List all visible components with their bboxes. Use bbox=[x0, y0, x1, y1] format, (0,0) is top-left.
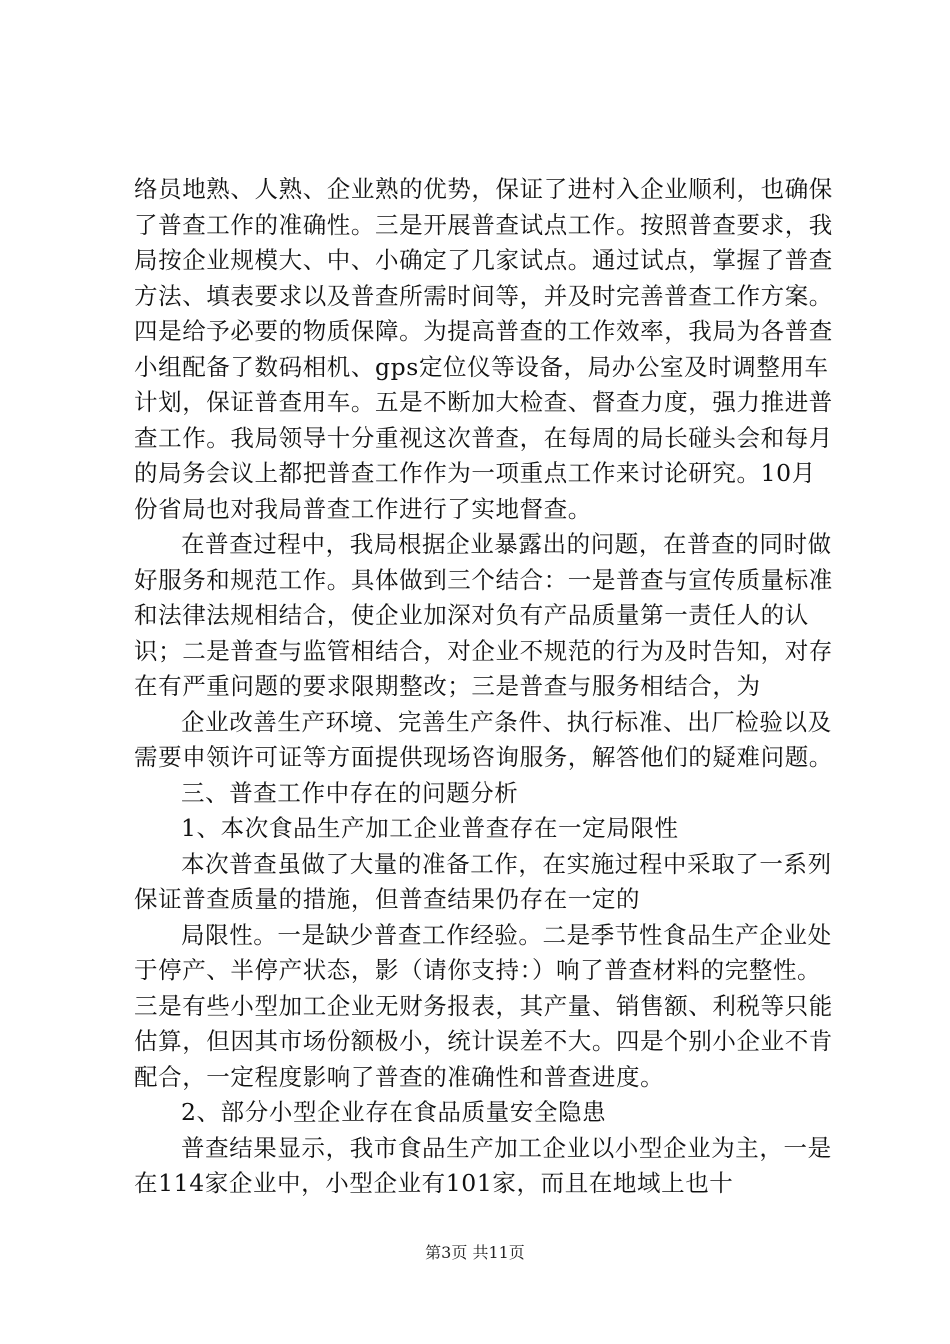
document-body bbox=[134, 172, 834, 1202]
paragraph-6: 本次普查虽做了大量的准备工作，在实施过程中采取了一系列保证普查质量的措施，但普查结果仍存在一定的 bbox=[134, 849, 832, 913]
paragraph-1: 络员地熟、人熟、企业熟的优势，保证了进村入企业顺利，也确保了普查工作的准确性。三是开展普查试点工作。按照普查要求，我局按企业规模大、中、小确定了几家试点。通过试点，掌握了普查方法、填表要求以及普查所需时间等，并及时完善普查工作方案。四是给予必要的物质保障。为提高普查的工作效率，我局为各普查小组配备了数码相机、gps定位仪等设备，局办公室及时调整用车计划，保证普查用车。五是不断加大检查、督查力度，强力推进普查工作。我局领导十分重视这次普查，在每周的局长碰头会和每月的局务会议上都把普查工作作为一项重点工作来讨论研究。10月份省局也对我局普查工作进行了实地督查。 bbox=[134, 175, 833, 523]
paragraph-9: 普查结果显示，我市食品生产加工企业以小型企业为主，一是在114家企业中，小型企业有101家，而且在地域上也十 bbox=[134, 1133, 832, 1197]
subheading-2: 2、部分小型企业存在食品质量安全隐患 bbox=[181, 1098, 607, 1126]
subheading-1: 1、本次食品生产加工企业普查存在一定局限性 bbox=[181, 814, 679, 842]
paragraph-2: 在普查过程中，我局根据企业暴露出的问题，在普查的同时做好服务和规范工作。具体做到三个结合：一是普查与宣传质量标准和法律法规相结合，使企业加深对负有产品质量第一责任人的认识；二是普查与监管相结合，对企业不规范的行为及时告知，对存在有严重问题的要求限期整改；三是普查与服务相结合，为 bbox=[134, 530, 833, 700]
section-heading-3: 三、普查工作中存在的问题分析 bbox=[181, 778, 519, 807]
paragraph-7: 局限性。一是缺少普查工作经验。二是季节性食品生产企业处于停产、半停产状态，影（请你支持：）响了普查材料的完整性。三是有些小型加工企业无财务报表，其产量、销售额、利税等只能估算，但因其市场份额极小，统计误差不大。四是个别小企业不肯配合，一定程度影响了普查的准确性和普查进度。 bbox=[134, 920, 833, 1091]
paragraph-3: 企业改善生产环境、完善生产条件、执行标准、出厂检验以及需要申领许可证等方面提供现场咨询服务，解答他们的疑难问题。 bbox=[134, 707, 833, 771]
page-number-footer: 第3页 共11页 bbox=[425, 1243, 525, 1262]
